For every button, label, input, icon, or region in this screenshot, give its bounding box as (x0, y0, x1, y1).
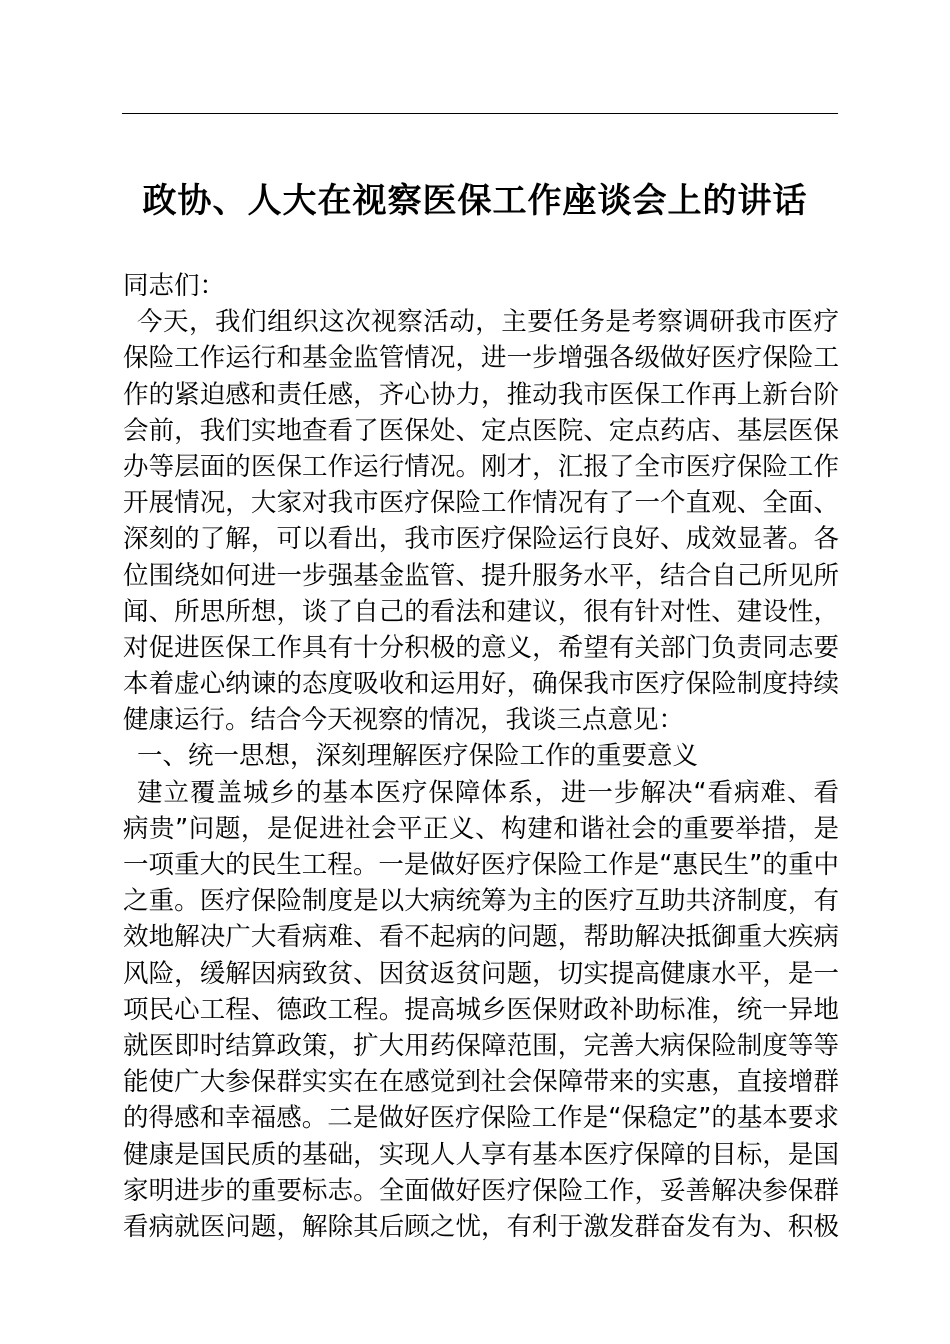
body-line: 家明进步的重要标志。全面做好医疗保险工作，妥善解决参保群 (123, 1175, 839, 1206)
body-line: 看病就医问题，解除其后顾之忧，有利于激发群奋发有为、积极 (123, 1211, 839, 1242)
body-line: 的得感和幸福感。二是做好医疗保险工作是“保稳定”的基本要求 (123, 1103, 839, 1134)
body-line: 风险，缓解因病致贫、因贫返贫问题，切实提高健康水平，是一 (123, 958, 839, 989)
body-line: 办等层面的医保工作运行情况。刚才，汇报了全市医疗保险工作 (123, 451, 839, 482)
body-line: 项民心工程、德政工程。提高城乡医保财政补助标准，统一异地 (123, 994, 839, 1025)
section-heading: 一、统一思想，深刻理解医疗保险工作的重要意义 (137, 741, 699, 772)
header-rule (122, 113, 838, 114)
body-line: 效地解决广大看病难、看不起病的问题，帮助解决抵御重大疾病 (123, 922, 839, 953)
document-title: 政协、人大在视察医保工作座谈会上的讲话 (142, 181, 808, 221)
body-line: 作的紧迫感和责任感，齐心协力，推动我市医保工作再上新台阶 (123, 379, 839, 410)
body-line: 开展情况，大家对我市医疗保险工作情况有了一个直观、全面、 (123, 488, 839, 519)
body-line: 病贵”问题，是促进社会平正义、构建和谐社会的重要举措，是 (123, 813, 839, 844)
body-line: 对促进医保工作具有十分积极的意义，希望有关部门负责同志要 (123, 632, 839, 663)
body-line: 保险工作运行和基金监管情况，进一步增强各级做好医疗保险工 (123, 343, 839, 374)
body-line: 健康运行。结合今天视察的情况，我谈三点意见： (123, 705, 685, 736)
document-body (123, 268, 839, 1245)
body-line: 闻、所思所想，谈了自己的看法和建议，很有针对性、建设性， (123, 596, 839, 627)
body-line: 建立覆盖城乡的基本医疗保障体系，进一步解决“看病难、看 (137, 777, 839, 808)
body-line: 就医即时结算政策，扩大用药保障范围，完善大病保险制度等等 (123, 1030, 839, 1061)
body-line: 深刻的了解，可以看出，我市医疗保险运行良好、成效显著。各 (123, 524, 839, 555)
salutation-line: 同志们： (123, 271, 226, 301)
body-line: 本着虚心纳谏的态度吸收和运用好，确保我市医疗保险制度持续 (123, 669, 839, 700)
body-line: 一项重大的民生工程。一是做好医疗保险工作是“惠民生”的重中 (123, 850, 839, 880)
body-line: 会前，我们实地查看了医保处、定点医院、定点药店、基层医保 (123, 415, 839, 446)
body-line: 位围绕如何进一步强基金监管、提升服务水平，结合自己所见所 (123, 560, 839, 591)
body-line: 能使广大参保群实实在在感觉到社会保障带来的实惠，直接增群 (123, 1067, 839, 1098)
body-line: 健康是国民质的基础，实现人人享有基本医疗保障的目标，是国 (123, 1139, 839, 1170)
body-line: 今天，我们组织这次视察活动，主要任务是考察调研我市医疗 (137, 307, 839, 338)
body-line: 之重。医疗保险制度是以大病统筹为主的医疗互助共济制度，有 (123, 886, 839, 917)
